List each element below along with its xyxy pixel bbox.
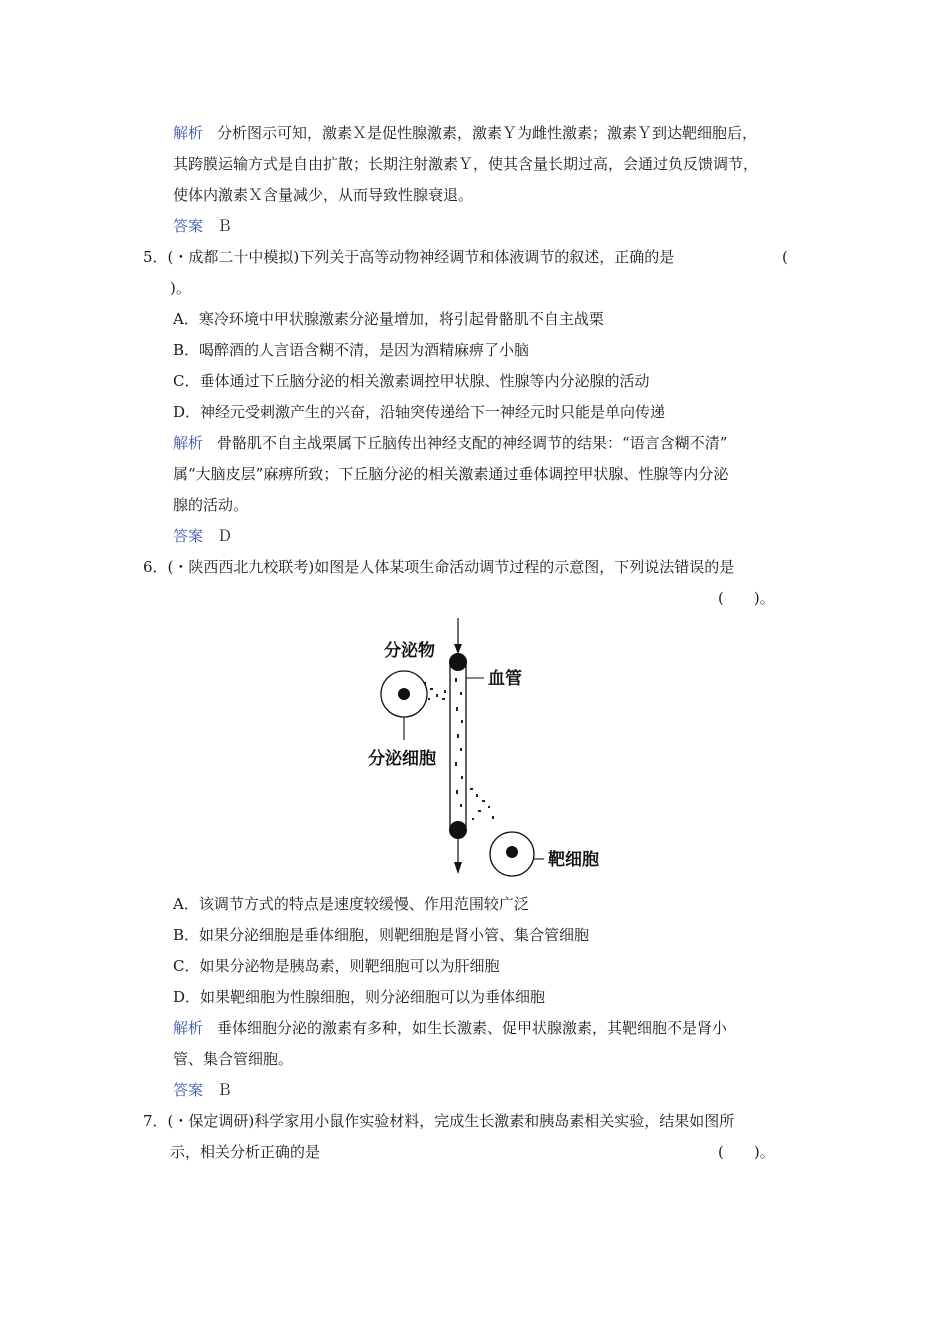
q7-stem-line-2: 示，相关分析正确的是 — [170, 1143, 321, 1161]
answer-label: 答案 — [173, 217, 204, 235]
q6-analysis-line-1: 解析 垂体细胞分泌的激素有多种，如生长激素、促甲状腺激素，其靶细胞不是肾小 — [173, 1019, 728, 1037]
q5-stem-line-2: )。 — [170, 279, 191, 297]
q6-option-a: A．该调节方式的特点是速度较缓慢、作用范围较广泛 — [173, 895, 529, 913]
secretory-cell-nucleus — [398, 688, 410, 700]
label-blood-vessel: 血管 — [488, 669, 522, 689]
q7-stem-line-1: 7．(・保定调研)科学家用小鼠作实验材料，完成生长激素和胰岛素相关实验，结果如图所 — [143, 1112, 735, 1130]
q5-answer — [173, 525, 232, 547]
q7-answer-paren: ( )。 — [718, 1143, 775, 1161]
regulation-diagram — [360, 612, 630, 882]
q4-analysis-line-2: 其跨膜运输方式是自由扩散；长期注射激素Ｙ，使其含量长期过高，会通过负反馈调节， — [173, 155, 759, 173]
answer-label: 答案 — [173, 527, 204, 545]
q6-option-c: C．如果分泌物是胰岛素，则靶细胞可以为肝细胞 — [173, 957, 500, 975]
q5-answer-paren-open: ( — [782, 248, 788, 266]
q6-answer — [173, 1079, 232, 1101]
vessel-bottom-end — [449, 821, 467, 839]
q4-answer — [173, 215, 232, 237]
q5-option-c: C．垂体通过下丘脑分泌的相关激素调控甲状腺、性腺等内分泌腺的活动 — [173, 372, 650, 390]
q5-option-d: D．神经元受刺激产生的兴奋，沿轴突传递给下一神经元时只能是单向传递 — [173, 403, 666, 421]
q5-analysis-line-1: 解析 骨骼肌不自主战栗属下丘脑传出神经支配的神经调节的结果：“语言含糊不清” — [173, 434, 728, 452]
answer-value: Ｂ — [217, 1081, 233, 1099]
vessel-top-end — [449, 653, 467, 671]
q5-option-a: A．寒冷环境中甲状腺激素分泌量增加，将引起骨骼肌不自主战栗 — [173, 310, 604, 328]
analysis-label: 解析 — [173, 124, 204, 142]
blood-vessel — [450, 660, 466, 830]
answer-value: Ｂ — [217, 217, 233, 235]
analysis-label: 解析 — [173, 434, 204, 452]
q4-analysis-line-1: 解析 分析图示可知，激素Ｘ是促性腺激素，激素Ｙ为雌性激素；激素Ｙ到达靶细胞后， — [173, 124, 758, 142]
answer-label: 答案 — [173, 1081, 204, 1099]
vessel-inflow-arrowhead — [454, 644, 462, 654]
q5-analysis-line-2: 属“大脑皮层”麻痹所致；下丘脑分泌的相关激素通过垂体调控甲状腺、性腺等内分泌 — [173, 465, 729, 483]
analysis-label: 解析 — [173, 1019, 204, 1037]
target-cell-nucleus — [506, 846, 518, 858]
label-target-cell: 靶细胞 — [548, 850, 599, 870]
q5-stem-line-1: 5．(・成都二十中模拟)下列关于高等动物神经调节和体液调节的叙述，正确的是 — [143, 248, 675, 266]
q4-analysis-line-3: 使体内激素Ｘ含量减少，从而导致性腺衰退。 — [173, 186, 474, 204]
vessel-outflow-arrowhead — [454, 862, 462, 874]
q6-option-d: D．如果靶细胞为性腺细胞，则分泌细胞可以为垂体细胞 — [173, 988, 546, 1006]
label-secretion: 分泌物 — [384, 641, 435, 661]
q6-stem-line-1: 6．(・陕西西北九校联考)如图是人体某项生命活动调节过程的示意图，下列说法错误的是 — [143, 558, 735, 576]
q5-analysis-line-3: 腺的活动。 — [173, 496, 249, 514]
q6-answer-paren: ( )。 — [718, 589, 775, 607]
q6-analysis-line-2: 管、集合管细胞。 — [173, 1050, 294, 1068]
answer-value: Ｄ — [217, 527, 233, 545]
q6-option-b: B．如果分泌细胞是垂体细胞，则靶细胞是肾小管、集合管细胞 — [173, 926, 590, 944]
label-secretory-cell: 分泌细胞 — [368, 749, 436, 769]
outflow-particles — [470, 788, 494, 820]
q5-option-b: B．喝醉酒的人言语含糊不清，是因为酒精麻痹了小脑 — [173, 341, 530, 359]
